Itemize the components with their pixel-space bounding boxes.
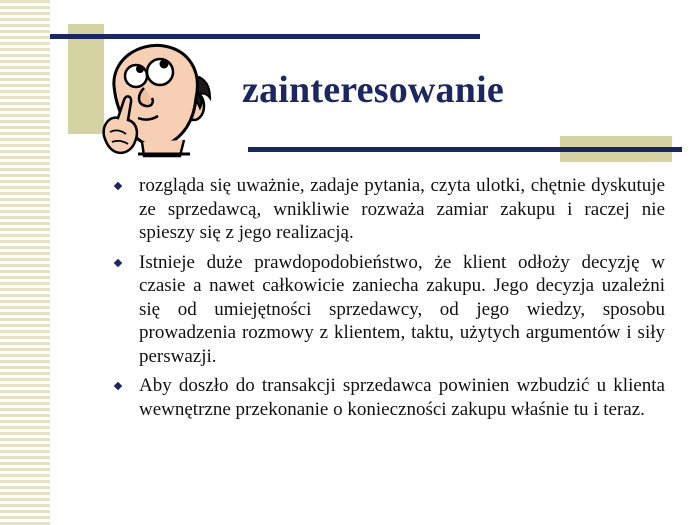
diamond-bullet-icon [114, 258, 122, 266]
navy-bottom-line [248, 147, 682, 152]
bullet-list [112, 174, 665, 427]
thinking-man-icon [98, 36, 228, 168]
bullet-text: Aby doszło do transakcji sprzedawca powinien wzbudzić u klienta wewnętrzne przekonanie o konieczności zakupu właśnie tu i teraz. [139, 375, 665, 420]
list-item [112, 374, 665, 421]
list-item [112, 251, 665, 369]
slide-title: zainteresowanie [242, 69, 504, 111]
diamond-bullet-icon [114, 382, 122, 390]
bullet-text: Istnieje duże prawdopodobieństwo, że klient odłoży decyzję w czasie a nawet całkowicie zaniecha zakupu. Jego decyzja uzależni się od umiejętności sprzedawcy, od jego wiedzy, sposobu prowadzenia rozmowy z klientem, taktu, użytych argumentów i siły perswazji. [139, 251, 665, 367]
bullet-text: rozgląda się uważnie, zadaje pytania, czyta ulotki, chętnie dyskutuje ze sprzedawcą, wnikliwie rozważa zamiar zakupu i raczej nie spieszy się z jego realizacją. [139, 175, 665, 243]
list-item [112, 174, 665, 245]
left-stripe-margin [0, 0, 50, 525]
diamond-bullet-icon [114, 182, 122, 190]
